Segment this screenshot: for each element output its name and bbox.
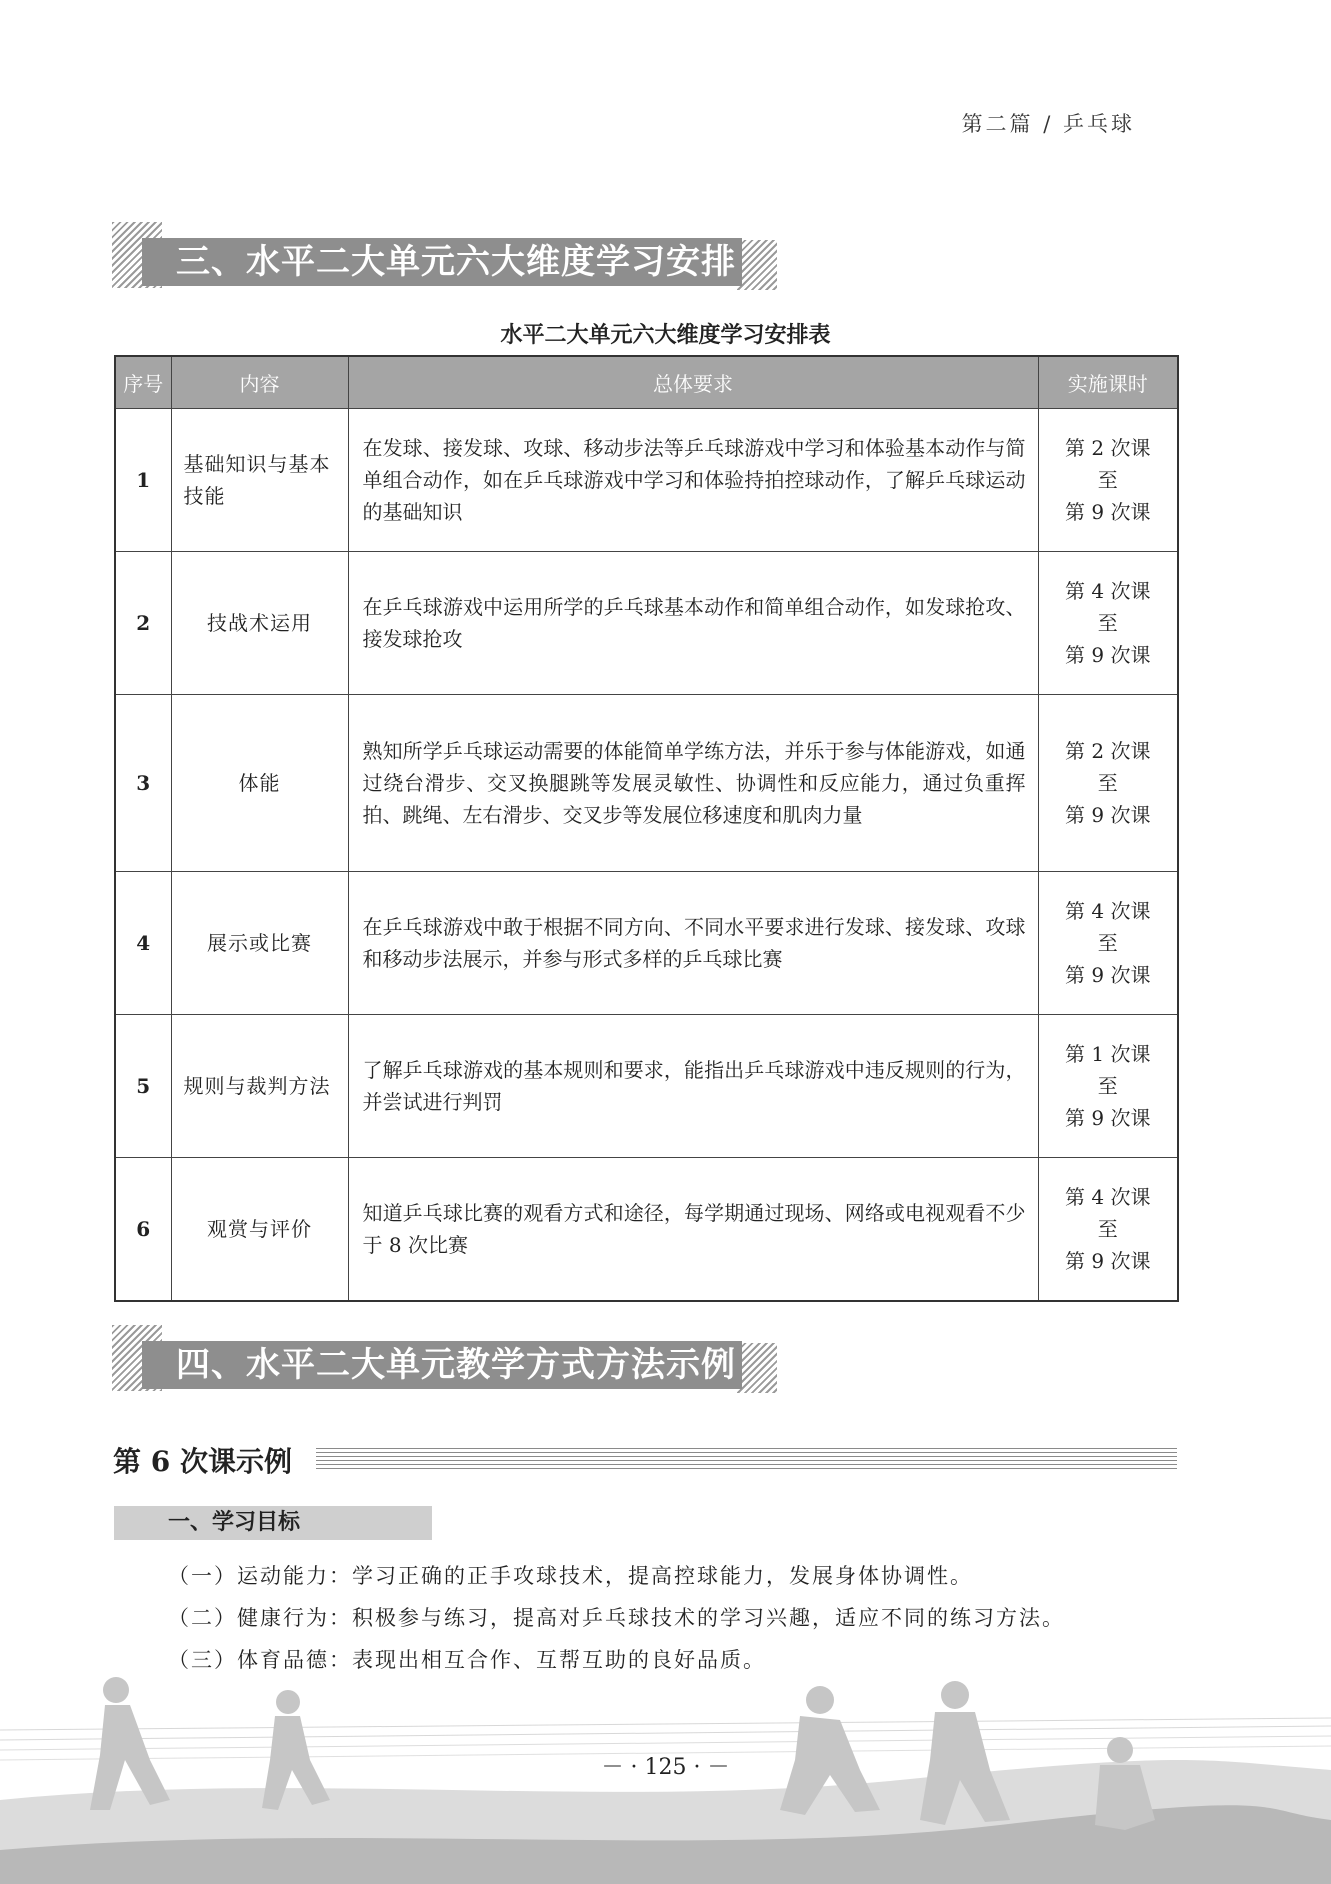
- col-header-time: 实施课时: [1038, 356, 1178, 409]
- row-number: 6: [115, 1158, 171, 1302]
- player-silhouette-head: [276, 1690, 300, 1714]
- row-content: 基础知识与基本技能: [171, 409, 348, 552]
- time-from: 第 1 次课: [1065, 1042, 1151, 1066]
- row-time: [1038, 872, 1178, 1015]
- row-requirement: 知道乒乓球比赛的观看方式和途径，每学期通过现场、网络或电视观看不少于 8 次比赛: [348, 1158, 1038, 1302]
- time-to-word: 至: [1097, 931, 1118, 955]
- row-requirement: 熟知所学乒乓球运动需要的体能简单学练方法，并乐于参与体能游戏，如通过绕台滑步、交叉换腿跳等发展灵敏性、协调性和反应能力，通过负重挥拍、跳绳、左右滑步、交叉步等发展位移速度和肌肉力量: [348, 695, 1038, 872]
- table-row: [115, 1158, 1178, 1302]
- row-content: 观赏与评价: [171, 1158, 348, 1302]
- time-to: 第 9 次课: [1065, 500, 1151, 524]
- example-title-rule: [316, 1448, 1177, 1472]
- banner-hatch-right: [737, 240, 777, 290]
- time-to: 第 9 次课: [1065, 803, 1151, 827]
- player-silhouette-head: [103, 1677, 129, 1703]
- goal-item: （二）健康行为：积极参与练习，提高对乒乓球技术的学习兴趣，适应不同的练习方法。: [168, 1606, 1065, 1630]
- section-title: 四、水平二大单元教学方式方法示例: [142, 1341, 742, 1389]
- time-to: 第 9 次课: [1065, 1249, 1151, 1273]
- col-header-content: 内容: [171, 356, 348, 409]
- row-time: [1038, 695, 1178, 872]
- table-row: [115, 695, 1178, 872]
- subsection-heading: 一、学习目标: [114, 1506, 432, 1540]
- banner-hatch-right: [737, 1343, 777, 1393]
- row-time: [1038, 409, 1178, 552]
- time-to-word: 至: [1097, 771, 1118, 795]
- row-time: [1038, 1158, 1178, 1302]
- time-from: 第 4 次课: [1065, 899, 1151, 923]
- row-number: 5: [115, 1015, 171, 1158]
- row-number: 1: [115, 409, 171, 552]
- time-from: 第 4 次课: [1065, 1185, 1151, 1209]
- section-banner-3: [112, 222, 777, 290]
- row-content: 展示或比赛: [171, 872, 348, 1015]
- time-to: 第 9 次课: [1065, 643, 1151, 667]
- section-title: 三、水平二大单元六大维度学习安排: [142, 238, 742, 286]
- page-number: － · 125 · －: [601, 1755, 730, 1780]
- table-header-row: [115, 356, 1178, 409]
- time-to-word: 至: [1097, 1074, 1118, 1098]
- row-requirement: 在乒乓球游戏中敢于根据不同方向、不同水平要求进行发球、接发球、攻球和移动步法展示，并参与形式多样的乒乓球比赛: [348, 872, 1038, 1015]
- goal-item: （三）体育品德：表现出相互合作、互帮互助的良好品质。: [168, 1648, 766, 1672]
- time-to: 第 9 次课: [1065, 963, 1151, 987]
- row-number: 3: [115, 695, 171, 872]
- row-number: 2: [115, 552, 171, 695]
- table-row: [115, 409, 1178, 552]
- player-silhouette-head: [941, 1681, 969, 1709]
- section-banner-4: [112, 1325, 777, 1393]
- time-to-word: 至: [1097, 611, 1118, 635]
- row-time: [1038, 1015, 1178, 1158]
- schedule-table: [114, 355, 1179, 1302]
- time-from: 第 2 次课: [1065, 436, 1151, 460]
- time-from: 第 2 次课: [1065, 739, 1151, 763]
- table-title: 水平二大单元六大维度学习安排表: [500, 323, 831, 348]
- running-header: 第二篇 / 乒乓球: [961, 112, 1135, 136]
- row-time: [1038, 552, 1178, 695]
- table-row: [115, 1015, 1178, 1158]
- row-number: 4: [115, 872, 171, 1015]
- goal-item: （一）运动能力：学习正确的正手攻球技术，提高控球能力，发展身体协调性。: [168, 1564, 973, 1588]
- row-requirement: 了解乒乓球游戏的基本规则和要求，能指出乒乓球游戏中违反规则的行为，并尝试进行判罚: [348, 1015, 1038, 1158]
- col-header-num: 序号: [115, 356, 171, 409]
- player-silhouette-head: [806, 1686, 834, 1714]
- time-to: 第 9 次课: [1065, 1106, 1151, 1130]
- time-to-word: 至: [1097, 468, 1118, 492]
- row-requirement: 在乒乓球游戏中运用所学的乒乓球基本动作和简单组合动作，如发球抢攻、接发球抢攻: [348, 552, 1038, 695]
- col-header-requirement: 总体要求: [348, 356, 1038, 409]
- row-requirement: 在发球、接发球、攻球、移动步法等乒乓球游戏中学习和体验基本动作与简单组合动作，如在乒乓球游戏中学习和体验持拍控球动作，了解乒乓球运动的基础知识: [348, 409, 1038, 552]
- time-to-word: 至: [1097, 1217, 1118, 1241]
- row-content: 技战术运用: [171, 552, 348, 695]
- row-content: 规则与裁判方法: [171, 1015, 348, 1158]
- time-from: 第 4 次课: [1065, 579, 1151, 603]
- table-row: [115, 872, 1178, 1015]
- table-row: [115, 552, 1178, 695]
- row-content: 体能: [171, 695, 348, 872]
- example-title: 第 6 次课示例: [113, 1445, 292, 1478]
